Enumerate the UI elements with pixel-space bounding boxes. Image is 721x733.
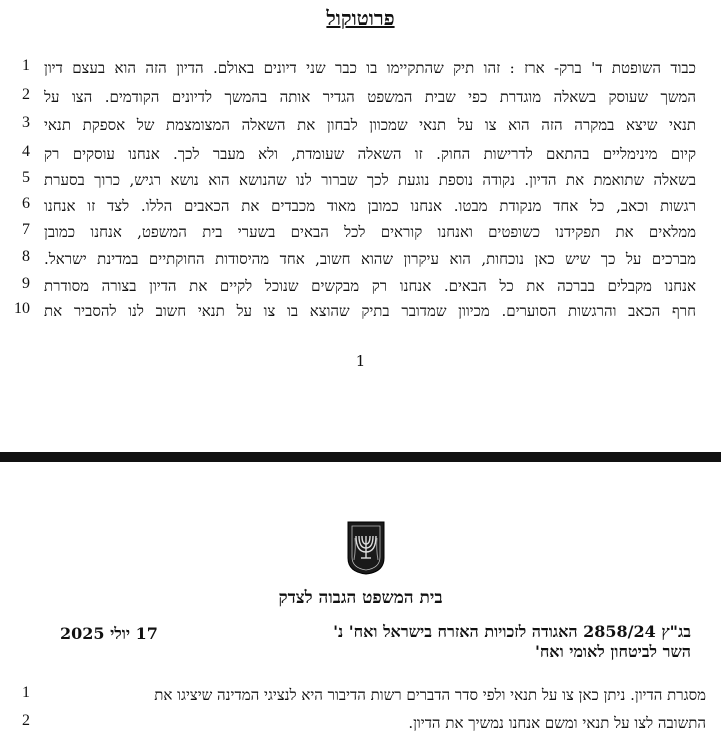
line-number: 2 [22, 712, 30, 729]
transcript-line: רגשות וכאב, כל אחד מנקודת מבטו. אנחנו כמובן מאוד מכבדים את הכאבים הללו. לצד זו אנחנו [44, 197, 696, 215]
line-number: 5 [22, 169, 30, 186]
transcript-line: מברכים על כך שיש כאן נוכחות, הוא עיקרון שהוא חשוב, אחד מהיסודות החוקתיים במדינת ישראל. [44, 250, 696, 268]
line-number: 9 [22, 275, 30, 292]
court-name: בית המשפט הגבוה לצדק [278, 588, 443, 608]
line-number: 1 [22, 57, 30, 74]
transcript-line: אנחנו מקבלים בברכה את כל הבאים. אנחנו רק מבקשים שנוכל לקיים את הדיון בצורה מסודרת [44, 277, 696, 295]
transcript-line: תנאי שיצא במקרה הזה הוא צו על תנאי שמכוון לבחון את השאלה המצומצמת של אספקת תנאי [44, 116, 696, 134]
transcript-line: כבוד השופטת ד' ברק- ארז : זהו תיק שהתקיימו בו כבר שני דיונים באולם. הדיון הזה הוא בעצם דיון [44, 59, 696, 77]
page-title: פרוטוקול [326, 6, 395, 30]
transcript-line: קיום מינימליים בהתאם לדרישות החוק. זו השאלה שעומדת, ולא מעבר לכך. אנחנו עוסקים רק [44, 145, 696, 163]
hearing-date: 17 יולי 2025 [60, 624, 158, 643]
transcript-line: חרף הכאב והרגשות הסוערים. מכיוון שמדובר בתיק שהוצא בו צו על תנאי חשוב לנו להסביר את [44, 302, 696, 320]
line-number: 6 [22, 195, 30, 212]
protocol-page-2 [0, 462, 721, 733]
page-number: 1 [355, 352, 366, 370]
case-respondent: השר לביטחון לאומי ואח' [534, 642, 691, 661]
line-number: 10 [14, 300, 30, 317]
transcript-line: מסגרת הדיון. ניתן כאן צו על תנאי ולפי סדר הדברים רשות הדיבור היא לנציגי המדינה שיציגו את [154, 686, 706, 704]
line-number: 8 [22, 248, 30, 265]
page-separator [0, 452, 721, 462]
state-emblem-icon [344, 518, 388, 576]
transcript-line: המשך שעוסק בשאלה מוגדרת כפי שבית המשפט הגדיר אותה בהמשך לדיונים הקודמים. הצו על [44, 88, 696, 106]
case-title: בג"ץ 2858/24 האגודה לזכויות האזרח בישראל ואח' נ' [333, 622, 691, 641]
line-number: 3 [22, 114, 30, 131]
transcript-line: ממלאים את תפקידנו כשופטים ואנחנו קוראים לכל הבאים בשערי בית המשפט, אנחנו כמובן [44, 223, 696, 241]
line-number: 4 [22, 143, 30, 160]
transcript-line: בשאלה שתואמת את הדיון. נקודה נוספת נוגעת לכך שברור לנו שהנושא הוא נושא רגיש, כרוך בסערת [44, 171, 696, 189]
transcript-line: התשובה לצו על תנאי ומשם אנחנו נמשיך את הדיון. [408, 714, 706, 732]
line-number: 7 [22, 221, 30, 238]
line-number: 2 [22, 86, 30, 103]
line-number: 1 [22, 684, 30, 701]
